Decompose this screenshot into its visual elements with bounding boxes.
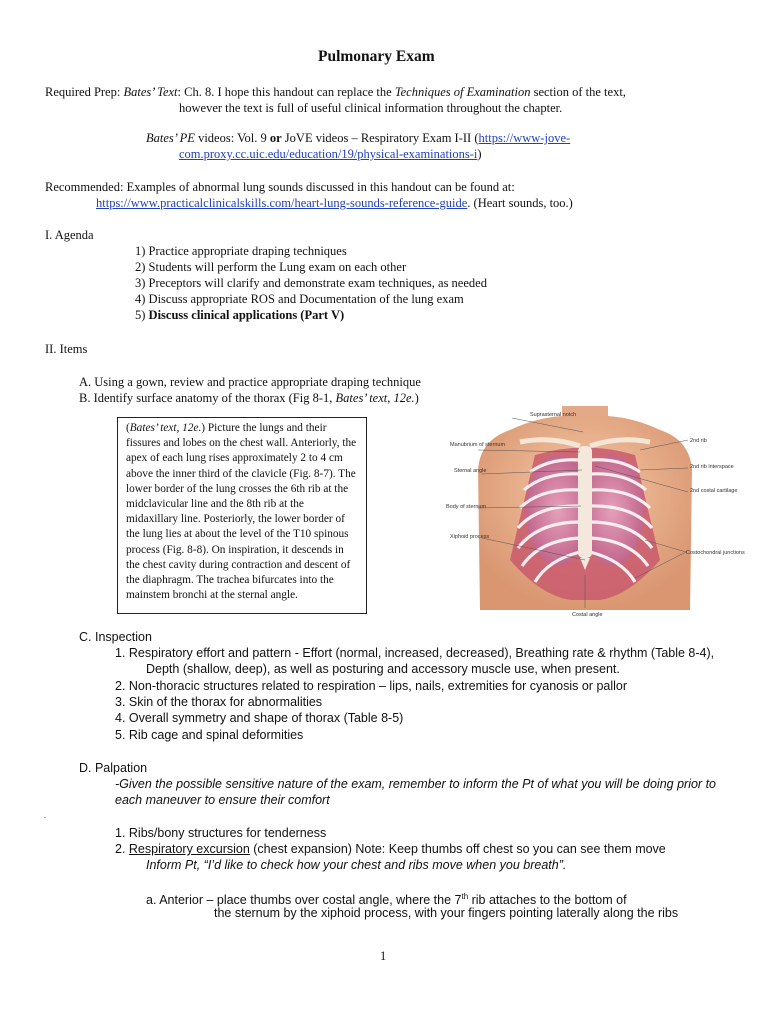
agenda-item5-num: 5) [135,308,149,322]
recommended-after: . (Heart sounds, too.) [467,196,573,210]
bates-text-ref: Bates’ Text [123,85,178,99]
palpation-item: 1. Ribs/bony structures for tenderness [115,826,327,840]
label-sternal-angle: Sternal angle [454,468,487,474]
videos-or: or [269,131,282,145]
videos-line [146,130,570,146]
palpation-heading: D. Palpation [79,761,148,775]
palpation-item [115,841,666,857]
videos-jove: JoVE videos – Respiratory Exam I-II ( [281,131,479,145]
label-2nd-interspace: 2nd rib interspace [690,464,734,470]
inspection-item: 4. Overall symmetry and shape of thorax (Table 8-5) [115,711,404,725]
item-b-close: ) [414,391,419,405]
agenda-item [135,307,344,323]
prep-tail: section of the text, [530,85,626,99]
videos-close-paren: ) [477,147,482,161]
inspection-item: 5. Rib cage and spinal deformities [115,728,304,742]
label-2nd-cartilage: 2nd costal cartilage [690,488,738,494]
agenda-item: 2) Students will perform the Lung exam on each other [135,260,407,274]
textbox-ref: Bates’ text, 12e. [129,422,202,434]
inspection-heading: C. Inspection [79,630,152,644]
p2-num: 2. [115,842,129,856]
anterior-pre: a. Anterior – place thumbs over costal angle, where the 7 [146,893,462,908]
prep-label: Required Prep: [45,85,124,99]
videos-line-2 [179,146,482,162]
label-xiphoid: Xiphoid process [450,534,490,540]
stray-mark: . [44,811,46,820]
palpation-note: -Given the possible sensitive nature of the exam, remember to inform the Pt of what you will be doing prior to [115,777,716,791]
recommended-link-line [96,195,573,211]
label-manubrium: Manubrium of sternum [450,442,506,448]
inform-patient: Inform Pt, “I’d like to check how your chest and ribs move when you breath”. [146,858,567,872]
videos-vol: videos: Vol. 9 [194,131,270,145]
item-b-text: B. Identify surface anatomy of the thorax (Fig 8-1, [79,391,336,405]
jove-link-part1[interactable]: https://www-jove- [478,131,571,145]
palpation-note-cont: each maneuver to ensure their comfort [115,793,330,807]
required-prep-line-2: however the text is full of useful clinical information throughout the chapter. [179,101,563,115]
required-prep-line [45,84,626,100]
bates-pe-ref: Bates’ PE [146,131,195,145]
agenda-item: 3) Preceptors will clarify and demonstrate exam techniques, as needed [135,276,487,290]
label-suprasternal: Suprasternal notch [530,412,577,418]
page-number: 1 [380,949,387,963]
p2-rest: (chest expansion) Note: Keep thumbs off chest so you can see them move [249,842,666,856]
prep-chapter: : Ch. 8. I hope this handout can replace the [177,85,395,99]
label-costal-angle: Costal angle [572,612,603,618]
anterior-sup: th [461,892,469,901]
lung-anatomy-textbox: (Bates’ text, 12e.) Picture the lungs and their fissures and lobes on the chest wall. Anteriorly, the apex of each lung rises approximately 2 to 4 cm above the inner third of the clavicle (Fig. 8-7). The lower border of the lung crosses the 6th rib at the midclavicular line and the 8th rib at the midaxillary line. Posteriorly, the lower border of the lung lies at about the level of the T10 spinous process (Fig. 8-8). On inspiration, it descends in the chest cavity during contraction and descent of the diaphragm. The trachea bifurcates into the mainstem bronchi at the sternal angle. [117,417,367,614]
items-heading: II. Items [45,342,88,356]
anterior-post: rib attaches to the bottom of [468,893,627,908]
label-2nd-rib: 2nd rib [690,438,707,444]
sternum [578,446,592,558]
respiratory-excursion: Respiratory excursion [128,842,250,856]
page-title: Pulmonary Exam [318,48,435,65]
jove-link-part2[interactable]: com.proxy.cc.uic.edu/education/19/physical-examinations-i [179,147,478,161]
anterior-step-cont: the sternum by the xiphoid process, with your fingers pointing laterally along the ribs [214,906,679,920]
inspection-item-cont: Depth (shallow, deep), as well as posturing and accessory muscle use, when present. [146,662,620,676]
item-a: A. Using a gown, review and practice appropriate draping technique [79,375,421,389]
label-costochondral: Costochondral junctions [686,550,745,556]
thorax-anatomy-figure [440,410,745,620]
agenda-heading: I. Agenda [45,228,94,242]
inspection-item: 3. Skin of the thorax for abnormalities [115,695,323,709]
agenda-item5-text: Discuss clinical applications (Part V) [148,308,345,322]
techniques-ref: Techniques of Examination [394,85,531,99]
lung-sounds-link[interactable]: https://www.practicalclinicalskills.com/heart-lung-sounds-reference-guide [96,196,468,210]
textbox-body: ) Picture the lungs and their fissures and lobes on the chest wall. Anteriorly, the apex of each lung rises approximately 2 to 4 cm above the inner third of the clavicle (Fig. 8-7). The lower border of the lung crosses the 6th rib at the midclavicular line and the 8th rib at the midaxillary line. Posteriorly, the lower border of the lung lies at about the level of the T10 spinous process (Fig. 8-8). On inspiration, it descends in the chest cavity during contraction and descent of the diaphragm. The trachea bifurcates into the mainstem bronchi at the sternal angle. [126,422,357,602]
agenda-item: 1) Practice appropriate draping techniques [135,244,347,258]
inspection-item: 2. Non-thoracic structures related to respiration – lips, nails, extremities for cyanosis or pallor [115,679,628,693]
inspection-item: 1. Respiratory effort and pattern - Effort (normal, increased, decreased), Breathing rate & rhythm (Table 8-4), [115,646,715,660]
item-b [79,390,419,406]
item-b-ref: Bates’ text, 12e. [335,391,415,405]
recommended-line: Recommended: Examples of abnormal lung sounds discussed in this handout can be found at: [45,180,515,194]
agenda-item: 4) Discuss appropriate ROS and Documentation of the lung exam [135,292,464,306]
label-body-sternum: Body of sternum [446,504,487,510]
